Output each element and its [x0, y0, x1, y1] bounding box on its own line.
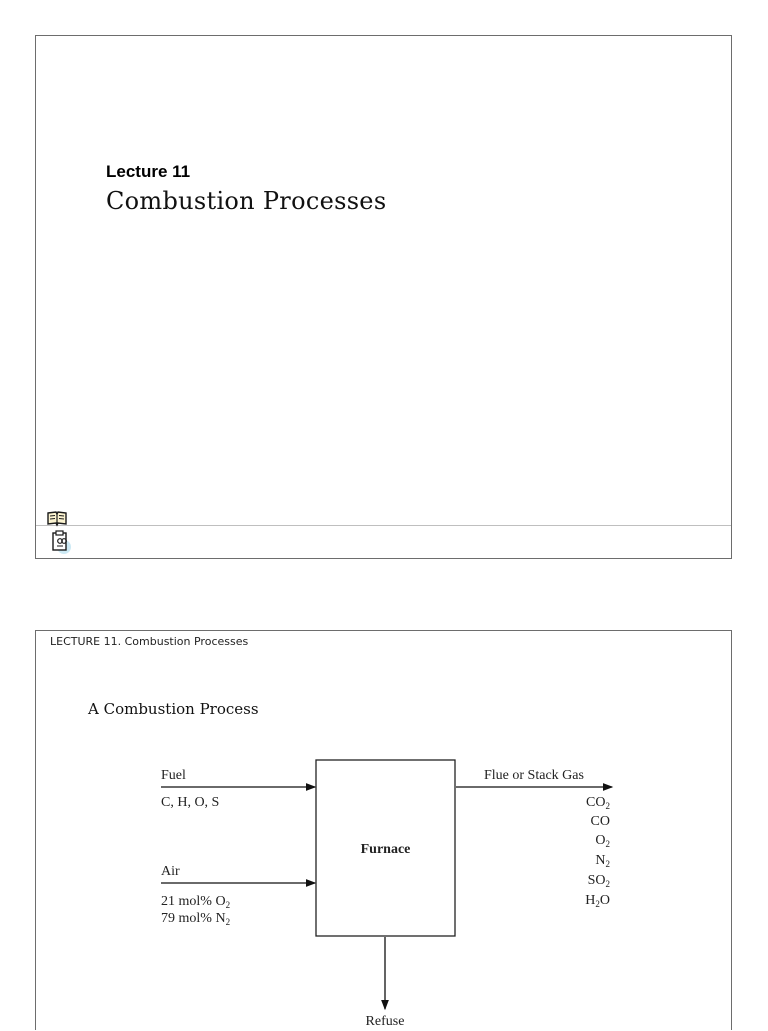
combustion-process-diagram — [36, 631, 733, 1031]
flue-component-co: CO — [590, 814, 610, 829]
flue-component-co2: $CO_2$ — [586, 795, 610, 811]
lecture-title: Combustion Processes — [106, 187, 387, 215]
slide-header: LECTURE 11. Combustion Processes — [50, 635, 249, 648]
refuse-label: Refuse — [365, 1014, 405, 1029]
slide-subtitle: A Combustion Process — [88, 700, 259, 718]
air-n2-composition: 79 mol% $N_2$ — [161, 911, 231, 927]
flue-component-o2: $O_2$ — [595, 833, 610, 849]
fuel-composition: C, H, O, S — [161, 795, 220, 810]
flue-component-n2: $N_2$ — [595, 853, 610, 869]
title-slide — [35, 35, 732, 559]
slide-divider — [36, 525, 731, 526]
flue-component-so2: $SO_2$ — [587, 873, 610, 889]
lecture-number: Lecture 11 — [106, 162, 191, 181]
book-icon — [46, 509, 68, 529]
clipboard-icon — [50, 529, 74, 555]
air-label: Air — [161, 864, 180, 879]
fuel-label: Fuel — [161, 768, 186, 783]
furnace-label: Furnace — [360, 842, 411, 857]
flue-component-h2o: $H_2O$ — [585, 893, 610, 909]
flue-gas-label: Flue or Stack Gas — [484, 768, 584, 783]
content-slide — [35, 630, 732, 1030]
air-o2-composition: 21 mol% $O_2$ — [161, 894, 231, 910]
